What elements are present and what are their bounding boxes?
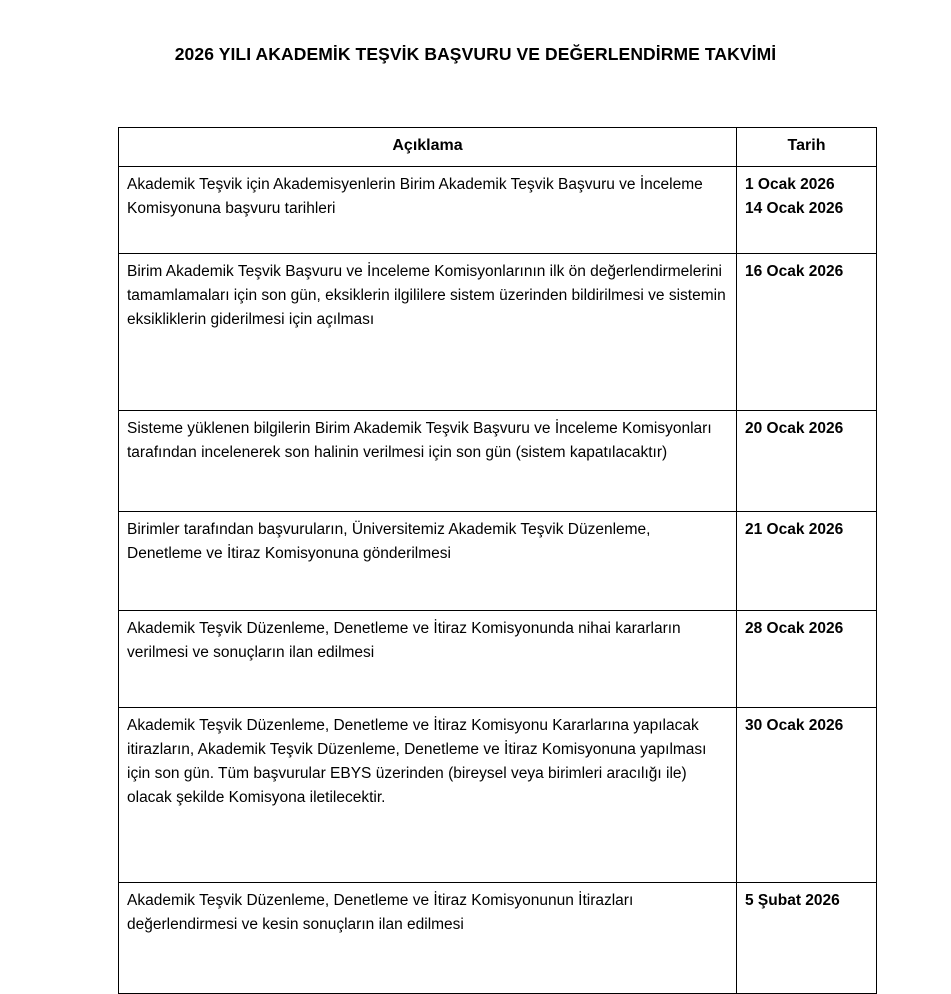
- row-date-line: 20 Ocak 2026: [745, 419, 844, 437]
- column-header-date: Tarih: [737, 128, 877, 167]
- table-header-row: [119, 128, 877, 167]
- row-date-line: 1 Ocak 2026: [745, 175, 835, 193]
- row-date: [737, 610, 877, 707]
- table-row: [119, 410, 877, 511]
- row-date: [737, 882, 877, 993]
- row-description: Sisteme yüklenen bilgilerin Birim Akademik Teşvik Başvuru ve İnceleme Komisyonları tarafından incelenerek son halinin verilmesi için son gün (sistem kapatılacaktır): [119, 410, 737, 511]
- table-row: [119, 511, 877, 610]
- row-date: [737, 166, 877, 253]
- row-date-line: 14 Ocak 2026: [745, 199, 844, 217]
- table-row: [119, 882, 877, 993]
- table-row: [119, 707, 877, 882]
- column-header-description: Açıklama: [119, 128, 737, 167]
- schedule-table: [118, 127, 877, 994]
- table-row: [119, 166, 877, 253]
- row-description: Birim Akademik Teşvik Başvuru ve İnceleme Komisyonlarının ilk ön değerlendirmelerini tamamlamaları için son gün, eksiklerin ilgililere sistem üzerinden bildirilmesi ve sistemin eksikliklerin giderilmesi için açılması: [119, 253, 737, 410]
- schedule-table-container: [118, 127, 876, 994]
- row-date-line: 21 Ocak 2026: [745, 520, 844, 538]
- row-date-line: 5 Şubat 2026: [745, 891, 840, 909]
- row-description: Akademik Teşvik için Akademisyenlerin Birim Akademik Teşvik Başvuru ve İnceleme Komisyonuna başvuru tarihleri: [119, 166, 737, 253]
- row-date-line: 30 Ocak 2026: [745, 716, 844, 734]
- row-description: Akademik Teşvik Düzenleme, Denetleme ve İtiraz Komisyonunda nihai kararların verilmesi ve sonuçların ilan edilmesi: [119, 610, 737, 707]
- row-date: [737, 253, 877, 410]
- row-date-line: 16 Ocak 2026: [745, 262, 844, 280]
- row-description: Birimler tarafından başvuruların, Üniversitemiz Akademik Teşvik Düzenleme, Denetleme ve İtiraz Komisyonuna gönderilmesi: [119, 511, 737, 610]
- row-date: [737, 410, 877, 511]
- table-row: [119, 610, 877, 707]
- table-header: [119, 128, 877, 167]
- row-description: Akademik Teşvik Düzenleme, Denetleme ve İtiraz Komisyonunun İtirazları değerlendirmesi ve kesin sonuçların ilan edilmesi: [119, 882, 737, 993]
- row-description: Akademik Teşvik Düzenleme, Denetleme ve İtiraz Komisyonu Kararlarına yapılacak itirazların, Akademik Teşvik Düzenleme, Denetleme ve İtiraz Komisyonuna yapılması için son gün. Tüm başvurular EBYS üzerinden (bireysel veya birimleri aracılığı ile) olacak şekilde Komisyona iletilecektir.: [119, 707, 737, 882]
- row-date-line: 28 Ocak 2026: [745, 619, 844, 637]
- row-date: [737, 707, 877, 882]
- table-row: [119, 253, 877, 410]
- row-date: [737, 511, 877, 610]
- table-body: [119, 166, 877, 993]
- page-title: 2026 YILI AKADEMİK TEŞVİK BAŞVURU VE DEĞERLENDİRME TAKVİMİ: [174, 44, 777, 64]
